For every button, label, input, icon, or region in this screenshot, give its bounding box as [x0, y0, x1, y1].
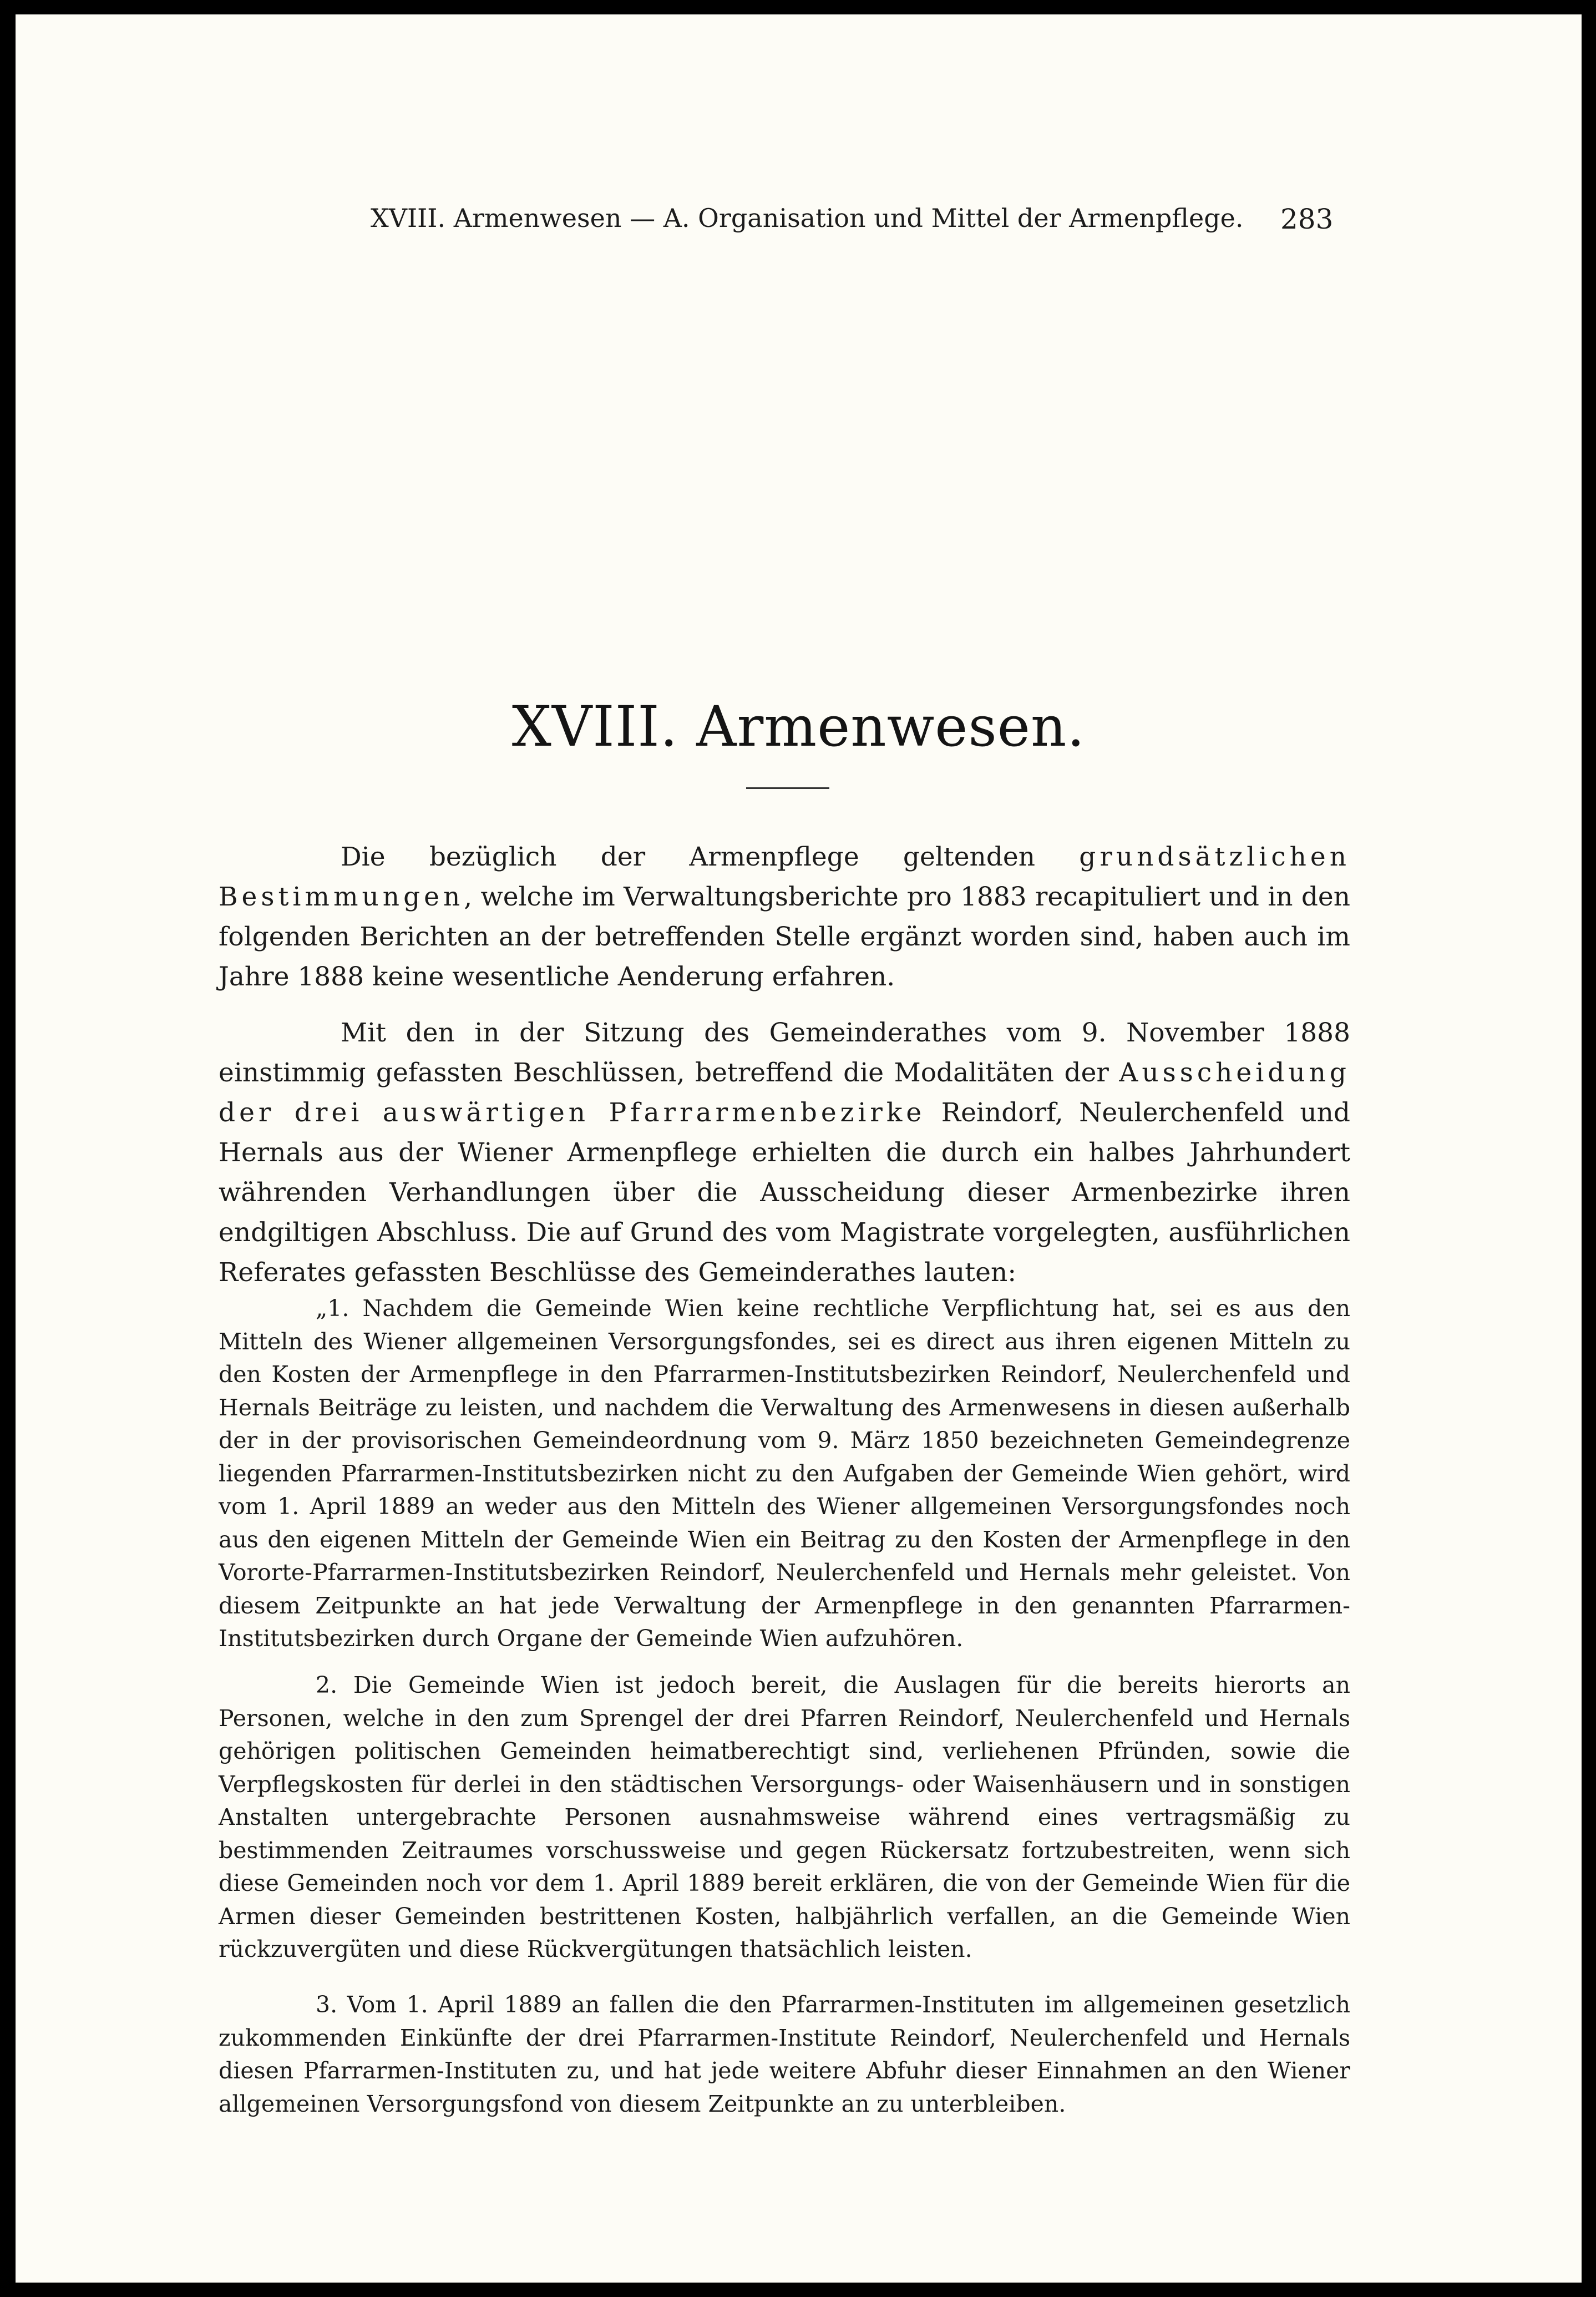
resolution-point-3: 3. Vom 1. April 1889 an fallen die den Pfarrarmen-Instituten im allgemeinen gesetzlich zukommenden Einkünfte der drei Pfarrarmen-Institute Reindorf, Neulerchenfeld und Hernals diesen Pfarrarmen-Instituten zu, und hat jede weitere Abfuhr dieser Einnahmen an den Wiener allgemeinen Versorgungsfond von diesem Zeitpunkte an zu unterbleiben.	[219, 1991, 1350, 2117]
paragraph-1-emphasis: grundsätzlichen Bestimmungen	[219, 842, 1350, 912]
paragraph-2-text-a: Mit den in der Sitzung des Gemeinderathes vom 9. November 1888 einstimmig gefassten Beschlüssen, betreffend die Modalitäten der	[219, 1018, 1350, 1088]
chapter-title: XVIII. Armenwesen.	[511, 694, 1086, 759]
paragraph-1-text-b: , welche im Verwaltungsberichte pro 1883 recapituliert und in den folgenden Berichten an der betreffenden Stelle ergänzt worden sind, haben auch im Jahre 1888 keine wesentliche Aenderung erfahren.	[219, 882, 1350, 992]
paragraph-2-emphasis: Ausscheidung der drei auswärtigen Pfarrarmenbezirke	[219, 1058, 1350, 1128]
paragraph-2	[219, 1013, 1350, 1293]
paragraph-1	[219, 837, 1350, 997]
document-page	[16, 14, 1582, 2283]
paragraph-2-text-b: Reindorf, Neulerchenfeld und Hernals aus der Wiener Armenpflege erhielten die durch ein halbes Jahrhundert währenden Verhandlungen über die Ausscheidung dieser Armenbezirke ihren endgiltigen Abschluss. Die auf Grund des vom Magistrate vorgelegten, ausführlichen Referates gefassten Beschlüsse des Gemeinderathes lauten:	[219, 1097, 1350, 1288]
resolution-point-2: 2. Die Gemeinde Wien ist jedoch bereit, die Auslagen für die bereits hierorts an Personen, welche in den zum Sprengel der drei Pfarren Reindorf, Neulerchenfeld und Hernals gehörigen politischen Gemeinden heimatberechtigt sind, verliehenen Pfründen, sowie die Verpflegskosten für derlei in den städtischen Versorgungs- oder Waisenhäusern und in sonstigen Anstalten untergebrachte Personen ausnahmsweise während eines vertragsmäßig zu bestimmenden Zeitraumes vorschussweise und gegen Rückersatz fortzubestreiten, wenn sich diese Gemeinden noch vor dem 1. April 1889 bereit erklären, die von der Gemeinde Wien für die Armen dieser Gemeinden bestrittenen Kosten, halbjährlich verfallen, an die Gemeinde Wien rückzuvergüten und diese Rückvergütungen thatsächlich leisten.	[219, 1672, 1350, 1962]
paragraph-1-text-a: Die bezüglich der Armenpflege geltenden	[341, 842, 1080, 872]
page-number: 283	[1280, 203, 1334, 235]
running-header: XVIII. Armenwesen — A. Organisation und Mittel der Armenpflege.	[371, 203, 1244, 233]
title-divider	[746, 787, 829, 789]
resolution-point-1: „1. Nachdem die Gemeinde Wien keine rechtliche Verpflichtung hat, sei es aus den Mitteln des Wiener allgemeinen Versorgungsfondes, sei es direct aus ihren eigenen Mitteln zu den Kosten der Armenpflege in den Pfarrarmen-Institutsbezirken Reindorf, Neulerchenfeld und Hernals Beiträge zu leisten, und nachdem die Verwaltung des Armenwesens in diesen außerhalb der in der provisorischen Gemeindeordnung vom 9. März 1850 bezeichneten Gemeindegrenze liegenden Pfarrarmen-Institutsbezirken nicht zu den Aufgaben der Gemeinde Wien gehört, wird vom 1. April 1889 an weder aus den Mitteln des Wiener allgemeinen Versorgungsfondes noch aus den eigenen Mitteln der Gemeinde Wien ein Beitrag zu den Kosten der Armenpflege in den Vororte-Pfarrarmen-Institutsbezirken Reindorf, Neulerchenfeld und Hernals mehr geleistet. Von diesem Zeitpunkte an hat jede Verwaltung der Armenpflege in den genannten Pfarrarmen-Institutsbezirken durch Organe der Gemeinde Wien aufzuhören.	[219, 1295, 1350, 1652]
